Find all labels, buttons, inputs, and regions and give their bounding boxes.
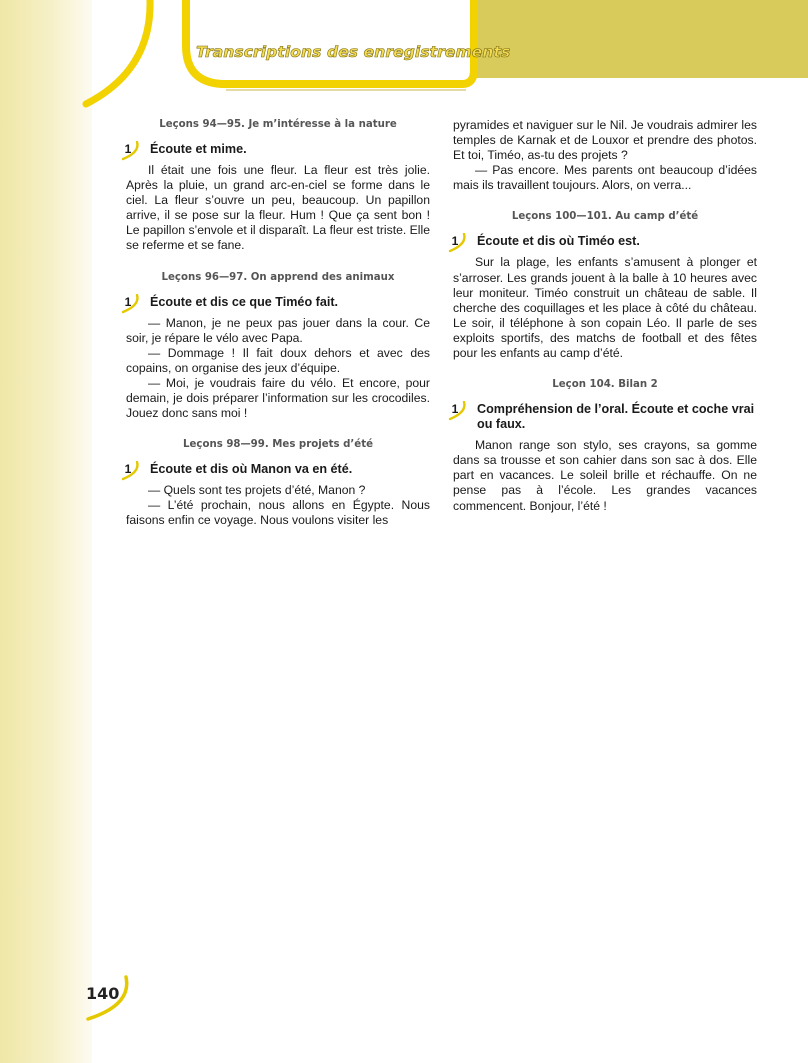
exercise-number-badge-icon <box>120 461 144 481</box>
exercise-title <box>453 234 757 249</box>
exercise-number: 1 <box>124 294 132 309</box>
exercise-number: 1 <box>451 402 459 417</box>
exercise-title <box>453 402 757 432</box>
exercise-title-text: Écoute et mime. <box>150 142 247 156</box>
exercise-number-badge-icon <box>447 401 471 421</box>
paragraph: — Quels sont tes projets d’été, Manon ? <box>148 483 366 498</box>
lesson-heading: Leçon 104. Bilan 2 <box>552 379 658 391</box>
exercise-title-text: Écoute et dis ce que Timéo fait. <box>150 294 339 309</box>
left-decorative-strip <box>0 0 92 1063</box>
paragraph: — Dommage ! Il fait doux dehors et avec des copains, on organise des jeux d’équipe. <box>126 345 430 375</box>
paragraph: Sur la plage, les enfants s’amusent à plonger et s’arroser. Les grands jouent à la balle à 10 heures avec leur moniteur. Timéo construit un château de sable. Il cherche des coquillages et les place à côté du château. Le soir, il téléphone à son copain Léo. Il parle de ses exploits sportifs, des matchs de football et des fêtes pour les enfants au camp d’été. <box>453 255 757 361</box>
header-band <box>0 0 808 110</box>
paragraph: — L’été prochain, nous allons en Égypte. Nous faisons enfin ce voyage. Nous voulons visiter les <box>126 498 430 528</box>
exercise-title-text: Écoute et dis où Timéo est. <box>477 234 640 249</box>
exercise-number: 1 <box>124 462 132 477</box>
right-column <box>453 118 757 514</box>
exercise-title <box>126 295 430 310</box>
exercise-title <box>126 462 430 477</box>
exercise-title-text: Écoute et dis où Manon va en été. <box>150 462 353 477</box>
page-number-badge <box>76 975 136 1023</box>
exercise-title-text: Compréhension de l’oral. Écoute et coche vrai ou faux. <box>477 402 755 432</box>
exercise-number-badge-icon <box>120 141 144 161</box>
exercise-number: 1 <box>451 234 459 249</box>
page-number: 140 <box>86 984 120 1003</box>
paragraph-continuation: pyramides et naviguer sur le Nil. Je voudrais admirer les temples de Karnak et de Louxor et prendre des photos. Et toi, Timéo, as-tu des projets ? <box>453 118 757 163</box>
exercise-number-badge-icon <box>447 233 471 253</box>
exercise-number-badge-icon <box>120 294 144 314</box>
paragraph: — Pas encore. Mes parents ont beaucoup d’idées mais ils travaillent toujours. Alors, on verra... <box>453 163 757 193</box>
paragraph: Manon range son stylo, ses crayons, sa gomme dans sa trousse et son cahier dans son sac à dos. Elle part en vacances. Le soleil brille et réchauffe. On ne pense pas à l’école. Les grandes vacances commencent. Bonjour, l’été ! <box>453 438 757 513</box>
header-title: Transcriptions des enregistrements <box>196 43 511 61</box>
paragraph: — Manon, je ne peux pas jouer dans la cour. Ce soir, je répare le vélo avec Papa. <box>126 315 430 345</box>
lesson-heading: Leçons 96—97. On apprend des animaux <box>161 271 395 283</box>
lesson-heading: Leçons 100—101. Au camp d’été <box>511 211 699 223</box>
lesson-heading: Leçons 98—99. Mes projets d’été <box>183 439 373 451</box>
exercise-number: 1 <box>124 142 132 156</box>
left-column <box>126 118 430 529</box>
exercise-title <box>126 142 430 157</box>
paragraph: Il était une fois une fleur. La fleur est très jolie. Après la pluie, un grand arc-en-ciel se forme dans le ciel. La fleur s’ouvre un peu, beaucoup. Un papillon arrive, il se pose sur la fleur. Hum ! Que ça sent bon ! Le papillon s’envole et il disparaît. La fleur est triste. Elle se referme et se fane. <box>126 163 430 253</box>
lesson-heading: Leçons 94—95. Je m’intéresse à la nature <box>159 119 397 130</box>
paragraph: — Moi, je voudrais faire du vélo. Et encore, pour demain, je dois préparer l’information sur les crocodiles. Jouez donc sans moi ! <box>126 375 430 421</box>
